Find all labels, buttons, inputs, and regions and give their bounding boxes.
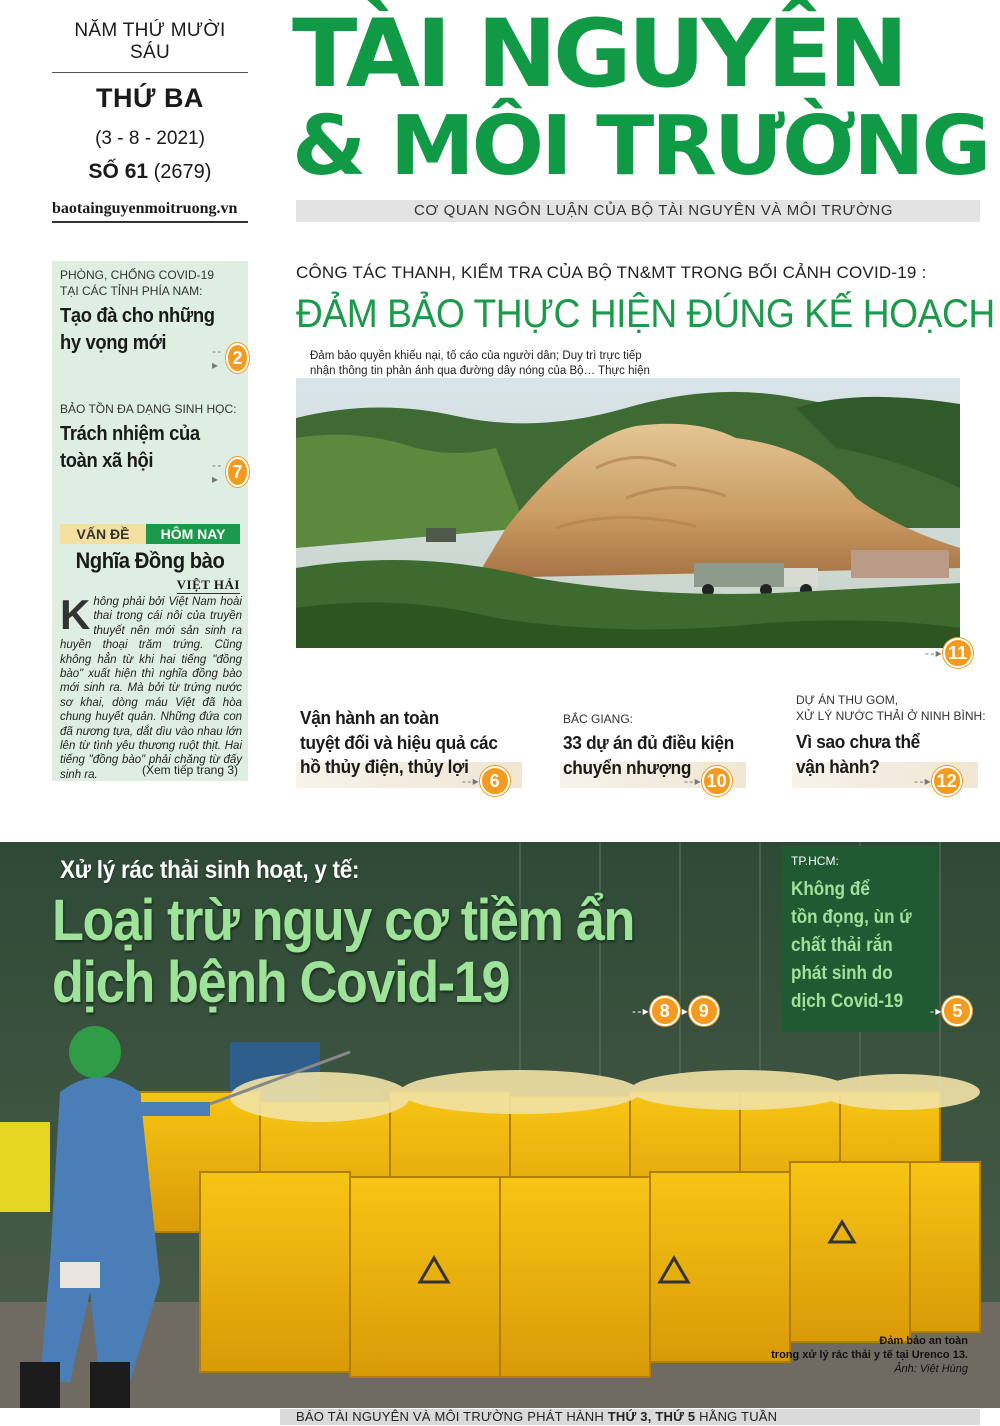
column-continue-link[interactable]: (Xem tiếp trang 3)	[141, 763, 238, 777]
teaser1-line2: tuyệt đối và hiệu quả các	[300, 731, 498, 753]
page-badge: 7	[226, 457, 249, 487]
quarry-hillside-image	[296, 378, 960, 648]
page-badge: 12	[932, 766, 962, 796]
side-line2: tồn đọng, ùn ứ	[791, 907, 912, 928]
newspaper-logo	[292, 0, 989, 194]
teaser2-page-ref[interactable]	[684, 766, 732, 796]
teaser3-page-ref[interactable]	[914, 766, 962, 796]
footer-text-end: HẰNG TUẦN	[695, 1409, 778, 1424]
teaser1-line1: Vận hành an toàn	[300, 707, 439, 728]
story2-page-ref[interactable]	[212, 457, 249, 487]
story1-headline-line2: hy vọng mới	[60, 332, 167, 354]
page-badge: 8	[650, 996, 680, 1026]
issue-number-main: SỐ 61	[88, 160, 149, 183]
caption-line2: trong xử lý rác thải y tế tại Urenco 13.	[771, 1349, 968, 1361]
issue-divider	[52, 72, 248, 73]
lead-kicker: CÔNG TÁC THANH, KIỂM TRA CỦA BỘ TN&MT TRONG BỐI CẢNH COVID-19 :	[296, 263, 927, 282]
logo-line-2: & MÔI TRƯỜNG	[292, 99, 989, 194]
column-tag	[60, 524, 240, 544]
teaser3-line2: vận hành?	[796, 755, 880, 777]
page-badge: 2	[226, 343, 249, 373]
feature-headline-line1: Loại trừ nguy cơ tiềm ẩn	[52, 888, 635, 953]
story2-kicker: BẢO TỒN ĐA DẠNG SINH HỌC:	[60, 402, 237, 416]
masthead-subtitle: CƠ QUAN NGÔN LUẬN CỦA BỘ TÀI NGUYÊN VÀ MÔI TRƯỜNG	[296, 200, 980, 222]
page-badge: 10	[702, 766, 732, 796]
teaser3-kicker-line2: XỬ LÝ NƯỚC THẢI Ở NINH BÌNH:	[796, 709, 986, 723]
logo-line-1: TÀI NGUYÊN	[292, 0, 905, 109]
issue-year: NĂM THỨ MƯỜI SÁU	[74, 20, 226, 63]
story1-kicker-line1: PHÒNG, CHỐNG COVID-19	[60, 268, 215, 282]
story1-kicker	[60, 267, 214, 299]
teaser1-page-ref[interactable]	[462, 766, 510, 796]
photo-credit: Ảnh: Việt Hùng	[894, 1363, 968, 1375]
teaser3-kicker	[796, 692, 986, 724]
side-story-headline	[791, 876, 926, 1016]
side-story-box[interactable]	[782, 846, 941, 1032]
side-line1: Không để	[791, 879, 870, 900]
story2-headline-line1: Trách nhiệm của	[60, 423, 200, 445]
teaser2-line1: 33 dự án đủ điều kiện	[563, 732, 735, 753]
column-body-text: hông phải bởi Việt Nam hoài thai trong cái nôi của truyền thuyết nên mới sản sinh ra huyền thoại trăm trứng. Cũng không hẳn từ khi hai tiếng "đồng bào" xuất hiện thì nghĩa đồng bào mới sinh ra. Mà bởi từ trứng nước sơ khai, dòng máu Việt đã hòa chung huyết quản. Những đứa con đã nương tựa, dắt dìu vào nhau lớn lên từ tình yêu thương ruột thịt. Hai tiếng "đồng bào" phải chăng từ đấy sinh ra.	[60, 596, 242, 781]
issue-date: (3 - 8 - 2021)	[95, 128, 205, 149]
column-body	[60, 591, 242, 782]
column-tag-right: HÔM NAY	[146, 524, 240, 544]
page-badge: 9	[689, 996, 719, 1026]
teaser2-kicker: BẮC GIANG:	[563, 712, 634, 726]
page-badge: 6	[480, 766, 510, 796]
website-link[interactable]: baotainguyenmoitruong.vn	[52, 200, 238, 217]
story1-kicker-line2: TẠI CÁC TỈNH PHÍA NAM:	[60, 284, 203, 298]
page-badge: 11	[943, 638, 973, 668]
feature-headline[interactable]	[52, 890, 637, 1014]
feature-kicker: Xử lý rác thải sinh hoạt, y tế:	[60, 856, 360, 884]
issue-number-total: (2679)	[153, 161, 212, 183]
photo-caption	[771, 1334, 968, 1376]
feature-headline-line2: dịch bệnh Covid-19	[52, 950, 510, 1015]
lead-page-ref[interactable]	[925, 638, 973, 668]
lead-photo	[296, 378, 960, 648]
side-line5: dịch Covid-19	[791, 991, 904, 1012]
caption-line1: Đảm bảo an toàn	[879, 1335, 968, 1347]
arrow-right-icon: - - ▸	[462, 774, 478, 788]
arrow-right-icon: - - ▸	[914, 774, 930, 788]
page-badge: 5	[942, 996, 972, 1026]
teaser2-line2: chuyển nhượng	[563, 756, 692, 778]
arrow-right-icon: - - ▸	[632, 1004, 648, 1018]
side-story-kicker: TP.HCM:	[791, 854, 839, 868]
arrow-right-icon: - ▸	[930, 1004, 941, 1018]
side-story-page-ref[interactable]	[930, 996, 972, 1026]
footer-publication-note	[280, 1409, 980, 1425]
issue-day: THỨ BA	[96, 83, 204, 113]
arrow-right-icon: - - ▸	[684, 774, 700, 788]
story1-headline[interactable]	[60, 303, 215, 357]
arrow-right-icon: - - ▸	[212, 344, 221, 372]
issue-number	[52, 160, 248, 184]
left-sidebar	[52, 261, 248, 781]
teaser3-kicker-line1: DỰ ÁN THU GOM,	[796, 693, 899, 707]
story2-headline-line2: toàn xã hội	[60, 450, 154, 472]
arrow-right-icon: - - ▸	[212, 458, 221, 486]
feature-page-ref[interactable]	[632, 996, 719, 1026]
footer-text-start: BÁO TÀI NGUYÊN VÀ MÔI TRƯỜNG PHÁT HÀNH	[296, 1409, 608, 1424]
issue-info	[52, 14, 248, 224]
teaser3-headline[interactable]	[796, 730, 920, 779]
column-dropcap: K	[60, 591, 91, 638]
website-underline	[52, 221, 248, 223]
side-line4: phát sinh do	[791, 963, 893, 984]
column-author: VIỆT HẢI	[176, 577, 240, 592]
lead-headline[interactable]: ĐẢM BẢO THỰC HIỆN ĐÚNG KẾ HOẠCH	[296, 292, 995, 336]
teaser3-line1: Vì sao chưa thể	[796, 731, 920, 752]
side-line3: chất thải rắn	[791, 935, 893, 956]
story1-page-ref[interactable]	[212, 343, 249, 373]
story2-headline[interactable]	[60, 421, 200, 475]
teaser1-line3: hồ thủy điện, thủy lợi	[300, 756, 469, 777]
column-tag-left: VẤN ĐỀ	[60, 524, 146, 544]
lead-summary: Đảm bảo quyền khiếu nại, tố cáo của người dân; Duy trì trực tiếp nhận thông tin phản ánh qua đường dây nóng của Bộ… Thực hiện	[310, 350, 650, 377]
arrow-right-icon: - - ▸	[925, 646, 941, 660]
footer-text-days: THỨ 3, THỨ 5	[607, 1409, 696, 1424]
column-title[interactable]: Nghĩa Đồng bào	[75, 548, 225, 573]
arrow-right-icon: ▸	[681, 1004, 687, 1018]
story1-headline-line1: Tạo đà cho những	[60, 305, 215, 327]
